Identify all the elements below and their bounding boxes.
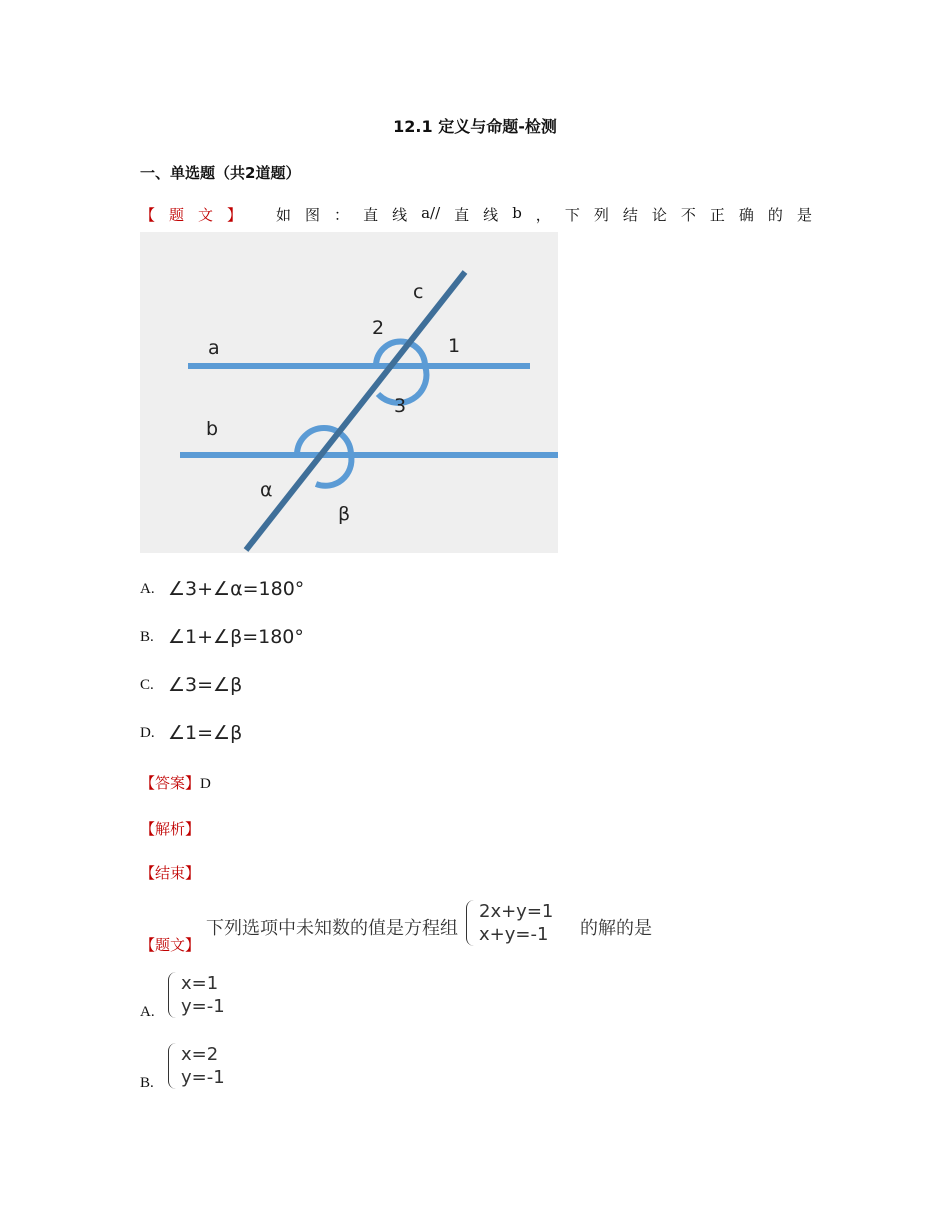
equation-1: 2x+y=1 — [479, 901, 554, 922]
question-1-text — [276, 204, 812, 225]
q2-option-a-row-1: x=1 — [181, 973, 219, 994]
question-1-word: 确 — [738, 206, 754, 224]
answer-tag: 【答案】 — [140, 774, 201, 792]
question-1-word: ， — [535, 206, 551, 224]
option-a-expression: ∠3+∠α=180° — [168, 578, 305, 600]
question-1-word: 如 — [276, 206, 292, 224]
option-a-label: A. — [140, 580, 155, 597]
q2-option-b-system — [168, 1043, 225, 1089]
q2-option-a-system — [168, 972, 225, 1018]
label-b: b — [206, 418, 219, 440]
q2-option-b-row-1: x=2 — [181, 1044, 219, 1065]
question-1-word: 结 — [622, 206, 638, 224]
question-2-tag: 【题文】 — [140, 936, 201, 954]
question-1-word: 论 — [651, 206, 667, 224]
label-c: c — [413, 281, 424, 303]
option-d-label: D. — [140, 724, 155, 741]
question-1-word: 图 — [305, 206, 321, 224]
section-heading: 一、单选题（共2道题） — [140, 164, 301, 182]
answer-value: D — [200, 776, 211, 792]
q2-option-a-label: A. — [140, 1004, 155, 1020]
parallel-lines-figure — [140, 232, 558, 553]
question-1-word: 下 — [564, 206, 580, 224]
option-c-expression: ∠3=∠β — [168, 674, 243, 696]
label-2: 2 — [372, 317, 385, 339]
analysis-tag: 【解析】 — [140, 820, 201, 838]
question-1-word: ： — [334, 206, 350, 224]
option-a[interactable] — [140, 578, 304, 600]
q2-option-a[interactable] — [140, 972, 340, 1024]
option-c-label: C. — [140, 676, 154, 693]
answer-line — [140, 772, 211, 793]
question-2-text: 下列选项中未知数的值是方程组 — [206, 918, 458, 939]
question-1-word: 线 — [483, 206, 499, 224]
question-1-word: 直 — [454, 206, 470, 224]
label-1: 1 — [448, 335, 461, 357]
label-alpha: α — [260, 479, 273, 501]
brace-icon — [168, 972, 177, 1018]
question-1-word: 线 — [392, 206, 408, 224]
question-1-word: 列 — [593, 206, 609, 224]
question-1-word: 的 — [767, 206, 783, 224]
question-1-word: 不 — [680, 206, 696, 224]
q2-option-b-label: B. — [140, 1075, 154, 1091]
question-2-text-after: 的解的是 — [580, 918, 652, 939]
option-d-expression: ∠1=∠β — [168, 722, 243, 744]
option-b[interactable] — [140, 626, 304, 648]
q2-option-a-row-2: y=-1 — [181, 996, 225, 1017]
question-1-tag: 【题文】 — [140, 206, 257, 224]
question-1-word: 是 — [796, 206, 812, 224]
q2-option-b-row-2: y=-1 — [181, 1067, 225, 1088]
option-b-expression: ∠1+∠β=180° — [168, 626, 304, 648]
brace-icon — [466, 900, 475, 946]
question-1-word: a// — [421, 204, 441, 222]
question-1-word: 正 — [709, 206, 725, 224]
end-tag: 【结束】 — [140, 864, 201, 882]
equation-2: x+y=-1 — [479, 924, 549, 945]
equation-system — [466, 900, 553, 946]
label-3: 3 — [394, 395, 407, 417]
question-1-word: 直 — [363, 206, 379, 224]
question-2-stem — [140, 894, 700, 954]
question-1-stem — [140, 204, 812, 225]
brace-icon — [168, 1043, 177, 1089]
question-1-word: b — [512, 204, 522, 222]
option-c[interactable] — [140, 674, 242, 696]
option-b-label: B. — [140, 628, 154, 645]
q2-option-b[interactable] — [140, 1043, 340, 1095]
document-title: 12.1 定义与命题-检测 — [393, 117, 557, 136]
option-d[interactable] — [140, 722, 242, 744]
label-a: a — [208, 337, 220, 359]
label-beta: β — [338, 503, 351, 525]
